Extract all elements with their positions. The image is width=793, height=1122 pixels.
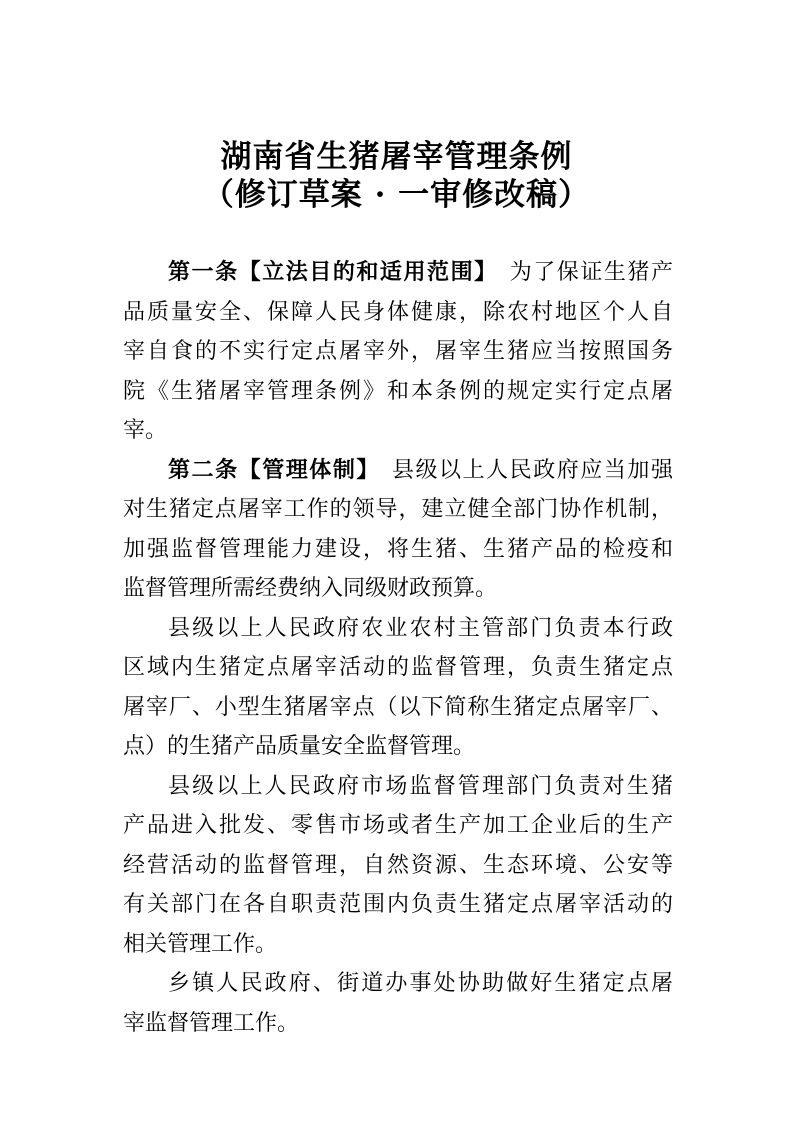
article-2 bbox=[123, 451, 673, 609]
paragraph-market bbox=[123, 767, 673, 965]
paragraph-market-line-5: 相关管理工作。 bbox=[123, 931, 278, 957]
paragraph-market-line-4: 有关部门在各自职责范围内负责生猪定点屠宰活动的 bbox=[123, 892, 673, 917]
document-subtitle: （修订草案 · 一审修改稿） bbox=[202, 177, 591, 213]
document-body bbox=[123, 253, 673, 1043]
paragraph-agriculture-line-3: 屠宰厂、小型生猪屠宰点（以下简称生猪定点屠宰厂、 bbox=[123, 694, 673, 720]
paragraph-agriculture-line-2: 区域内生猪定点屠宰活动的监督管理，负责生猪定点 bbox=[123, 655, 673, 680]
article-1-line-2: 品质量安全、保障人民身体健康，除农村地区个人自 bbox=[123, 299, 673, 325]
article-2-line-4: 监督管理所需经费纳入同级财政预算。 bbox=[123, 576, 498, 601]
article-2-line-2: 对生猪定点屠宰工作的领导，建立健全部门协作机制， bbox=[123, 497, 673, 522]
paragraph-market-line-1: 县级以上人民政府市场监督管理部门负责对生猪 bbox=[168, 773, 673, 799]
paragraph-agriculture-line-1: 县级以上人民政府农业农村主管部门负责本行政 bbox=[168, 615, 673, 641]
article-1-text: 为了保证生猪产 bbox=[509, 260, 673, 285]
article-2-line-3: 加强监督管理能力建设，将生猪、生猪产品的检疫和 bbox=[123, 536, 673, 562]
article-1-heading: 第一条【立法目的和适用范围】 bbox=[168, 259, 498, 285]
article-2-heading: 第二条【管理体制】 bbox=[168, 456, 380, 483]
article-2-line-1 bbox=[123, 451, 673, 491]
article-1 bbox=[123, 253, 673, 451]
paragraph-market-line-3: 经营活动的监督管理，自然资源、生态环境、公安等 bbox=[123, 852, 673, 878]
article-1-line-5: 宰。 bbox=[123, 418, 168, 443]
article-2-text: 县级以上人民政府应当加强 bbox=[391, 457, 673, 483]
document-title: 湖南省生猪屠宰管理条例 bbox=[220, 139, 573, 175]
article-1-line-1 bbox=[123, 253, 673, 293]
article-1-line-3: 宰自食的不实行定点屠宰外，屠宰生猪应当按照国务 bbox=[123, 339, 673, 364]
paragraph-township-line-1: 乡镇人民政府、街道办事处协助做好生猪定点屠 bbox=[168, 971, 673, 996]
paragraph-agriculture-line-4: 点）的生猪产品质量安全监督管理。 bbox=[123, 734, 476, 759]
paragraph-township-line-2: 宰监督管理工作。 bbox=[123, 1010, 300, 1036]
article-1-line-4: 院《生猪屠宰管理条例》和本条例的规定实行定点屠 bbox=[123, 378, 673, 404]
paragraph-agriculture bbox=[123, 609, 673, 767]
paragraph-township bbox=[123, 964, 673, 1043]
paragraph-market-line-2: 产品进入批发、零售市场或者生产加工企业后的生产 bbox=[123, 813, 673, 838]
